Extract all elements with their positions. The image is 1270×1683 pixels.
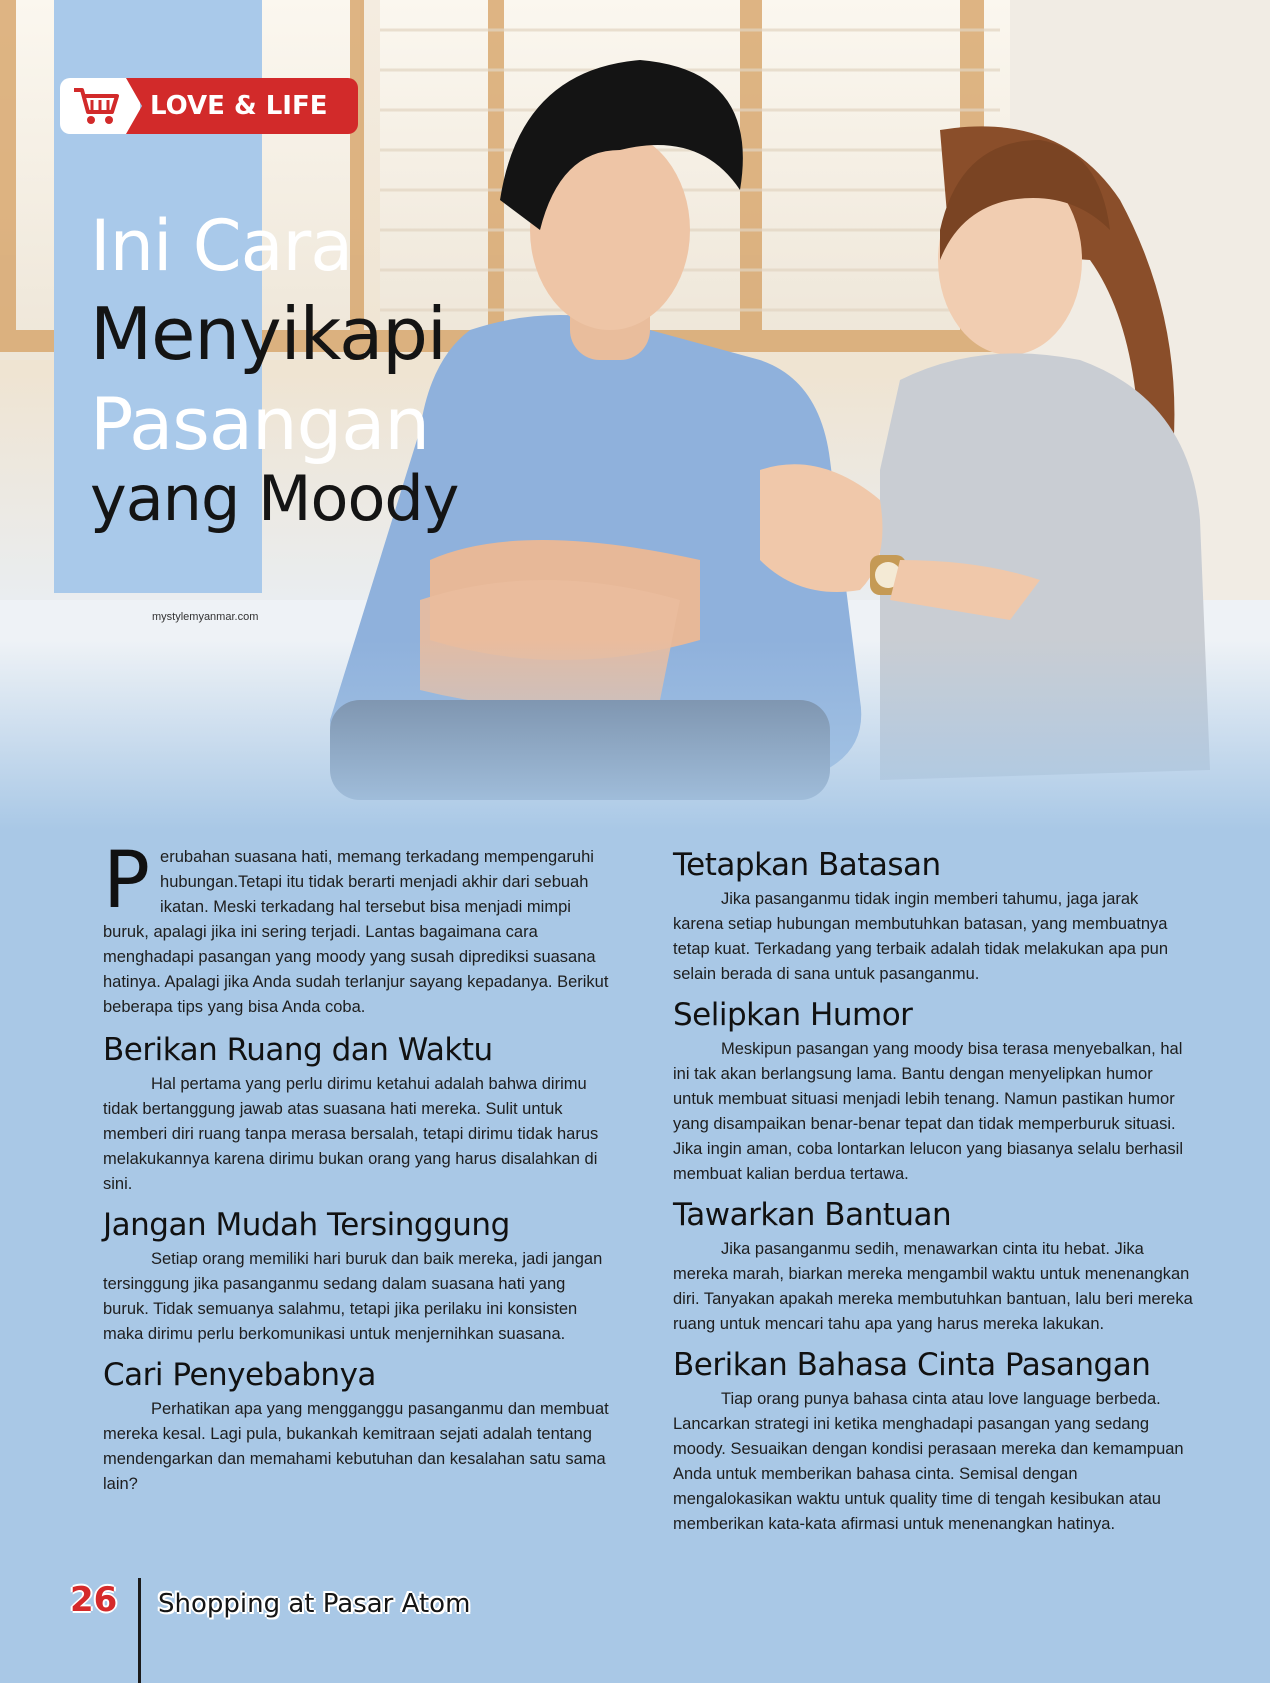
section-body: Jika pasanganmu sedih, menawarkan cinta itu hebat. Jika mereka marah, biarkan mereka mengambil waktu untuk menenangkan diri. Tanyakan apakah mereka membutuhkan bantuan, lalu beri mereka ruang untuk mencari tahu apa yang harus mereka lakukan. <box>673 1240 1193 1333</box>
article-section <box>673 845 1193 987</box>
section-heading: Cari Penyebabnya <box>103 1357 376 1393</box>
cart-icon-box <box>60 78 140 134</box>
publication-name: Shopping at Pasar Atom <box>158 1589 471 1619</box>
article-section <box>103 1205 609 1347</box>
article-section <box>103 1355 609 1497</box>
left-column <box>103 836 609 1505</box>
section-body: Meskipun pasangan yang moody bisa terasa menyebalkan, hal ini tak akan berlangsung lama. Bantu dengan menyelipkan humor untuk membuat situasi menjadi lebih tenang. Namun pastikan humor yang disampaikan benar-benar tepat dan tidak memperburuk situasi. Jika ingin aman, coba lontarkan lelucon yang biasanya selalu berhasil membuat kalian berdua tertawa. <box>673 1040 1183 1183</box>
headline-line-2: Menyikapi <box>90 292 446 376</box>
article-section <box>673 1345 1193 1537</box>
section-heading: Tetapkan Batasan <box>673 847 941 883</box>
section-heading: Selipkan Humor <box>673 997 913 1033</box>
headline-line-1: Ini Cara <box>90 205 353 287</box>
footer-divider <box>138 1578 141 1683</box>
photo-credit: mystylemyanmar.com <box>152 611 259 623</box>
section-body: Setiap orang memiliki hari buruk dan baik mereka, jadi jangan tersinggung jika pasanganmu sedang dalam suasana hati yang buruk. Tidak semuanya salahmu, tetapi jika perilaku ini konsisten maka dirimu perlu berkomunikasi untuk menjernihkan suasana. <box>103 1250 603 1343</box>
article-section <box>103 1030 609 1197</box>
category-badge <box>60 78 360 134</box>
drop-cap: P <box>103 836 151 926</box>
article-section <box>673 995 1193 1187</box>
headline-line-4: yang Moody <box>90 462 459 535</box>
intro-paragraph <box>103 836 609 1020</box>
page-number: 26 <box>70 1580 118 1620</box>
section-body: Tiap orang punya bahasa cinta atau love language berbeda. Lancarkan strategi ini ketika menghadapi pasangan yang sedang moody. Sesuaikan dengan kondisi perasaan mereka dan kemampuan Anda untuk memberikan bahasa cinta. Semisal dengan mengalokasikan waktu untuk quality time di tengah kesibukan atau memberikan kata-kata afirmasi untuk menenangkan hatinya. <box>673 1390 1184 1533</box>
shopping-cart-icon <box>72 86 120 126</box>
right-column <box>673 845 1193 1545</box>
section-heading: Berikan Bahasa Cinta Pasangan <box>673 1347 1151 1383</box>
section-body: Hal pertama yang perlu dirimu ketahui adalah bahwa dirimu tidak bertanggung jawab atas suasana hati mereka. Sulit untuk memberi diri ruang tanpa merasa bersalah, tetapi dirimu tidak harus melakukannya karena dirimu bukan orang yang harus disalahkan di sini. <box>103 1075 599 1193</box>
article-section <box>673 1195 1193 1337</box>
intro-text: erubahan suasana hati, memang terkadang mempengaruhi hubungan.Tetapi itu tidak berarti menjadi akhir dari sebuah ikatan. Meski terkadang hal tersebut bisa menjadi mimpi buruk, apalagi jika ini sering terjadi. Lantas bagaimana cara menghadapi pasangan yang moody yang susah diprediksi suasana hatinya. Apalagi jika Anda sudah terlanjur sayang kepadanya. Berikut beberapa tips yang bisa Anda coba. <box>103 848 609 1016</box>
category-label: LOVE & LIFE <box>150 91 328 121</box>
headline-line-3: Pasangan <box>90 382 430 466</box>
section-heading: Jangan Mudah Tersinggung <box>103 1207 510 1243</box>
section-heading: Berikan Ruang dan Waktu <box>103 1032 493 1068</box>
section-body: Jika pasanganmu tidak ingin memberi tahumu, jaga jarak karena setiap hubungan membutuhkan batasan, yang membuatnya tetap kuat. Terkadang yang terbaik adalah tidak melakukan apa pun selain berada di sana untuk pasanganmu. <box>673 890 1169 983</box>
section-heading: Tawarkan Bantuan <box>673 1197 952 1233</box>
section-body: Perhatikan apa yang mengganggu pasanganmu dan membuat mereka kesal. Lagi pula, bukankah kemitraan sejati adalah tentang mendengarkan dan memahami kebutuhan dan kesalahan satu sama lain? <box>103 1400 609 1493</box>
